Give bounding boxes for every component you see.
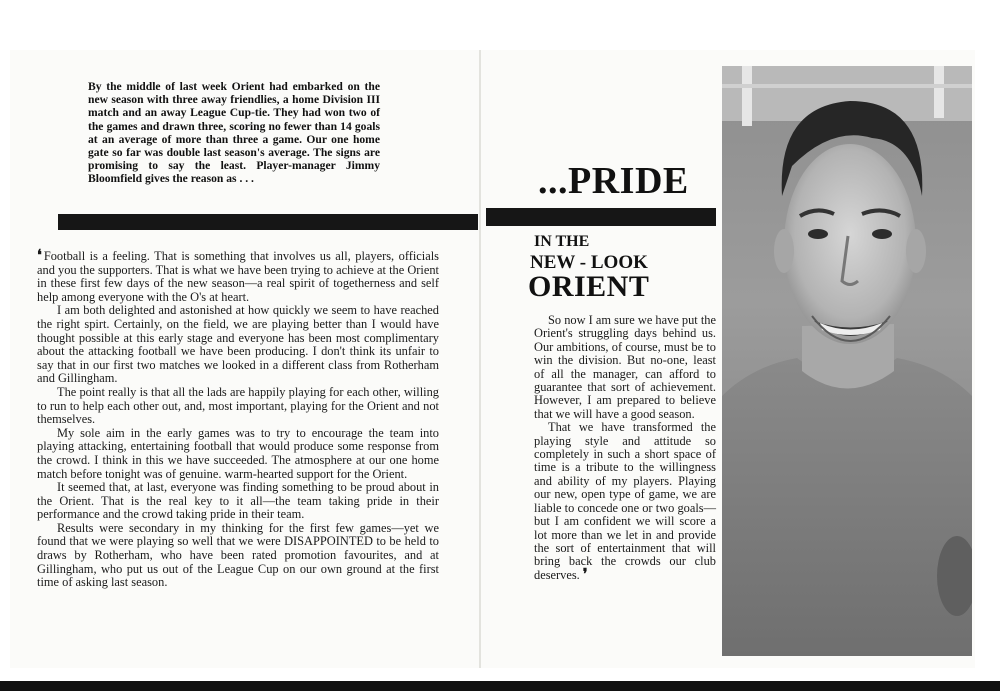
- paragraph-text: That we have transformed the playing style and attitude so completely in such a short space of time is a tribute to the willingness and ability of my players. Playing our new, open type of game, we are liable to concede one or two goals—but I am confident we will score a lot more than we let in and provide the sort of entertainment that will bring back the crowds our club deserves.: [534, 420, 716, 582]
- portrait-image: [722, 66, 972, 656]
- right-black-rule: [486, 208, 716, 226]
- paragraph-text: Football is a feeling. That is something that involves us all, players, officials and you the supporters. That is what we have been trying to achieve at the Orient in these first few days of the new season—a real spirit of togetherness and self help among everyone with the O's at heart.: [37, 249, 439, 304]
- subheading-line3: ORIENT: [528, 270, 650, 303]
- bottom-edge: [0, 681, 1000, 691]
- left-article-body: [37, 250, 439, 590]
- article-paragraph: It seemed that, at last, everyone was finding something to be proud about in the Orient. That is the real key to it all—the team taking pride in their performance and the crowd taking pride in their team.: [37, 480, 439, 522]
- article-paragraph: The point really is that all the lads are happily playing for each other, willing to run to help each other out, and, most important, playing for the Orient and not themselves.: [37, 384, 439, 427]
- right-article-body: [534, 314, 716, 582]
- article-paragraph: Results were secondary in my thinking for the first few games—yet we found that we were playing so well that we were DISAPPOINTED to be held to draws by Rotherham, who have been rated promotion favourites, and at Gillingham, who put us out of the League Cup on our own ground at the first time of asking last season.: [37, 520, 439, 590]
- left-black-rule: [58, 214, 478, 230]
- headline: ...PRIDE: [538, 160, 689, 202]
- article-paragraph: [534, 421, 716, 582]
- article-paragraph: [37, 250, 439, 304]
- article-paragraph: I am both delighted and astonished at how quickly we seem to have reached the right spirt. Certainly, on the field, we are playing better than I would have thought possible at this early stage and everyone has been most complimentary about the attacking football we have been producing. I don't think its unfair to say that in our first two matches we looked in a different class from Rotherham and Gillingham.: [37, 303, 439, 386]
- article-paragraph: So now I am sure we have put the Orient's struggling days behind us. Our ambitions, of course, must be to win the division. But no-one, least of all the manager, can afford to guarantee that sort of achievement. However, I am prepared to believe that we will have a good season.: [534, 313, 716, 421]
- subheading-line2: NEW - LOOK: [530, 252, 648, 273]
- player-manager-photo: [722, 66, 972, 656]
- open-quote-mark: ❛: [37, 248, 42, 264]
- page-fold: [479, 50, 481, 668]
- article-paragraph: My sole aim in the early games was to try to encourage the team into playing attacking, entertaining football that would produce some response from the crowd. I think in this we have succeeded. The atmosphere at our one home match before tonight was of genuine. warm-hearted support for the Orient.: [37, 425, 439, 481]
- subheading-line1: IN THE: [534, 233, 590, 250]
- close-quote-mark: ❜: [582, 566, 588, 583]
- intro-paragraph: By the middle of last week Orient had embarked on the new season with three away friendlies, a home Division III match and an away League Cup-tie. They had won two of the games and drawn three, scoring no fewer than 14 goals at an average of more than three a game. Our one home gate so far was double last season's average. The signs are promising to say the least. Player-manager Jimmy Bloomfield gives the reason as . . .: [88, 80, 380, 186]
